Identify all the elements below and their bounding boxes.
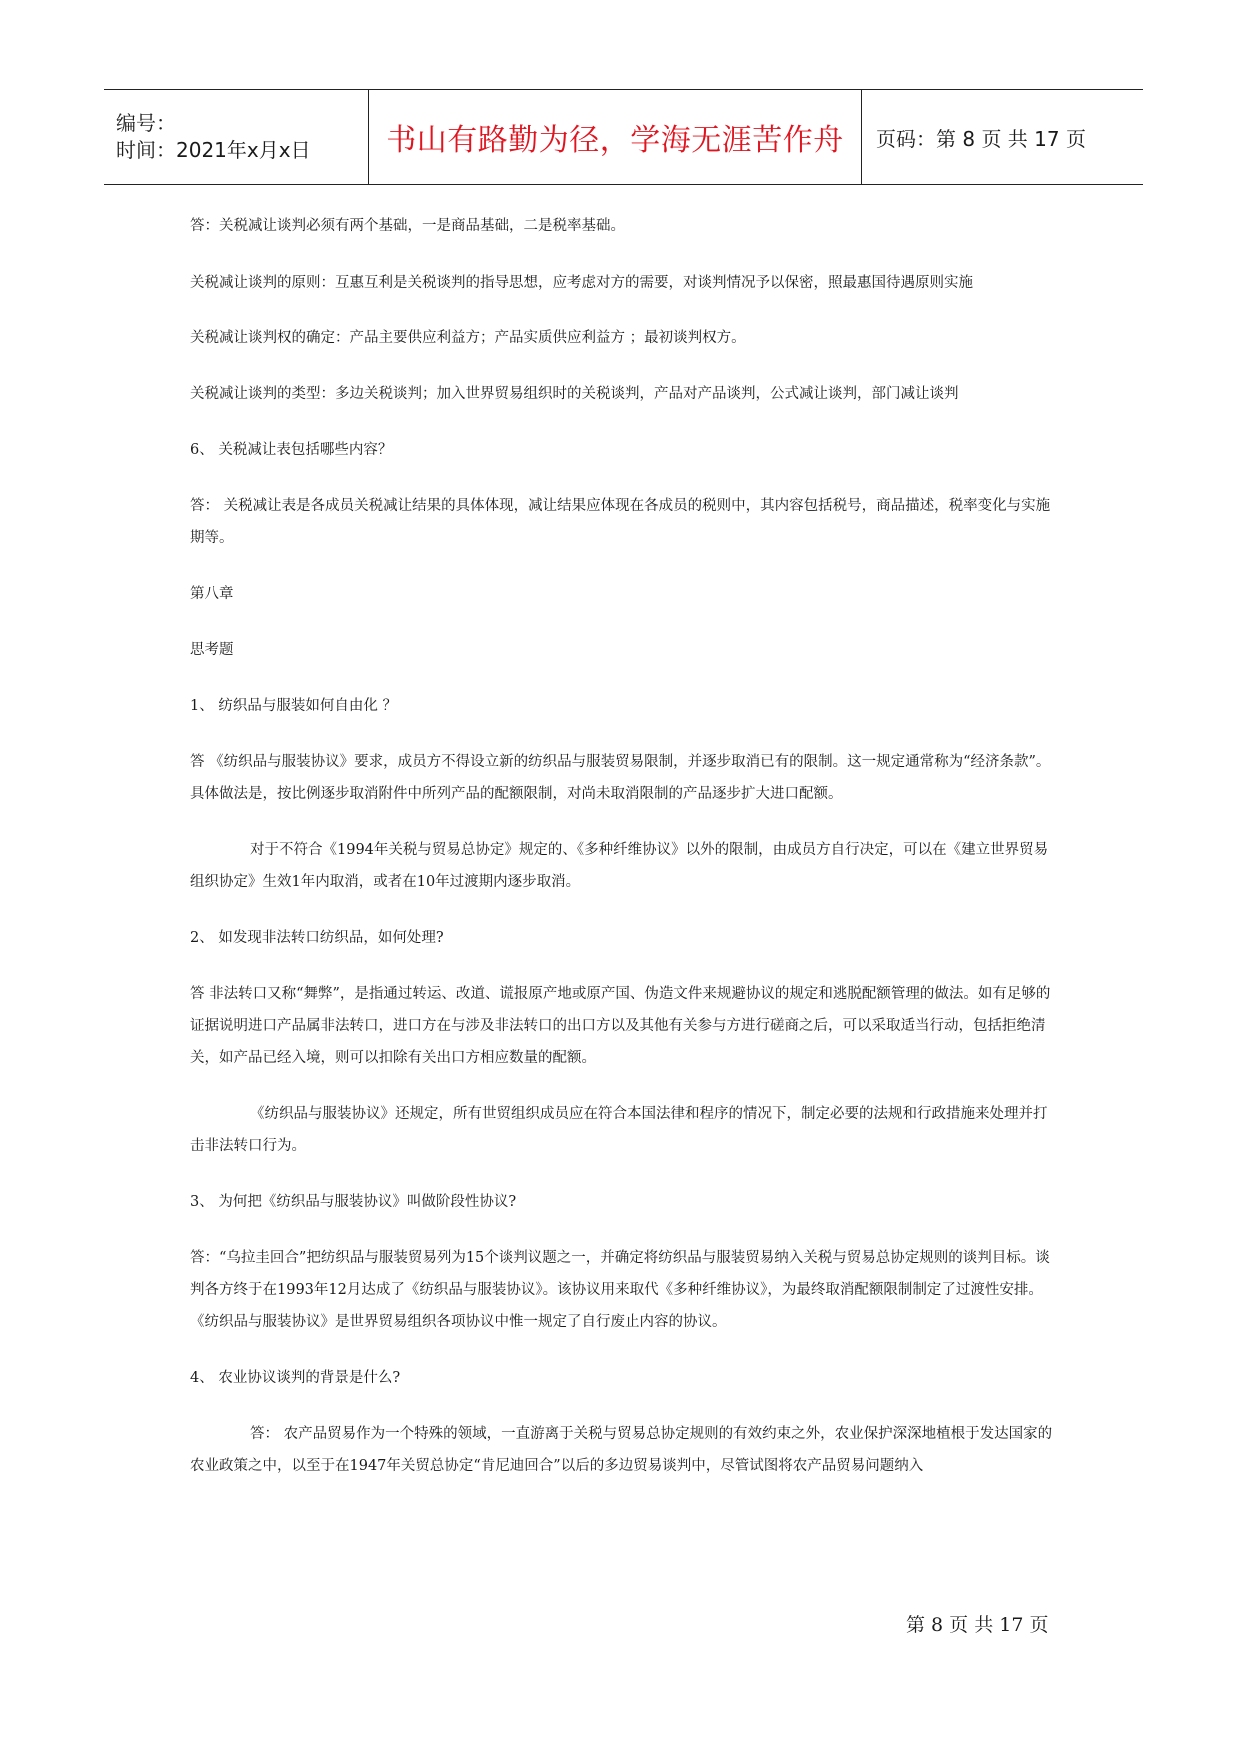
header-left-cell [104,90,369,184]
paragraph: 答：关税减让谈判必须有两个基础，一是商品基础，二是税率基础。 [190,218,625,234]
header-motto-cell [369,90,862,184]
paragraph: 关税减让谈判的原则：互惠互利是关税谈判的指导思想，应考虑对方的需要，对谈判情况予以保密，照最惠国待遇原则实施 [190,275,973,291]
paragraph: 答：“乌拉圭回合”把纺织品与服装贸易列为15个谈判议题之一，并确定将纺织品与服装贸易纳入关税与贸易总协定规则的谈判目标。谈判各方终于在1993年12月达成了《纺织品与服装协议》。该协议用来取代《多种纤维协议》，为最终取消配额限制制定了过渡性安排。《纺织品与服装协议》是世界贸易组织各项协议中惟一规定了自行废止内容的协议。 [190,1250,1050,1330]
question-heading: 3、 为何把《纺织品与服装协议》叫做阶段性协议? [190,1194,517,1210]
question-heading: 2、 如发现非法转口纺织品，如何处理? [190,930,444,946]
page-footer: 第 8 页 共 17 页 [906,1614,1049,1636]
page-content [190,210,1060,1482]
paragraph: 答： 关税减让表是各成员关税减让结果的具体体现，减让结果应体现在各成员的税则中，其内容包括税号，商品描述，税率变化与实施期等。 [190,498,1051,546]
paragraph: 关税减让谈判权的确定：产品主要供应利益方；产品实质供应利益方 ；最初谈判权方。 [190,330,746,346]
paragraph: 答 《纺织品与服装协议》要求，成员方不得设立新的纺织品与服装贸易限制，并逐步取消已有的限制。这一规定通常称为“经济条款”。具体做法是，按比例逐步取消附件中所列产品的配额限制，对尚未取消限制的产品逐步扩大进口配额。 [190,754,1051,802]
question-heading: 4、 农业协议谈判的背景是什么? [190,1370,401,1386]
document-time-label: 时间：2021年x月x日 [116,138,311,162]
paragraph: 答 非法转口又称“舞弊”，是指通过转运、改道、谎报原产地或原产国、伪造文件来规避协议的规定和逃脱配额管理的做法。如有足够的证据说明进口产品属非法转口，进口方在与涉及非法转口的出口方以及其他有关参与方进行磋商之后，可以采取适当行动，包括拒绝清关，如产品已经入境，则可以扣除有关出口方相应数量的配额。 [190,986,1051,1066]
question-heading: 1、 纺织品与服装如何自由化 ？ [190,698,397,714]
chapter-heading: 第八章 [190,586,234,602]
paragraph: 《纺织品与服装协议》还规定，所有世贸组织成员应在符合本国法律和程序的情况下，制定必要的法规和行政措施来处理并打击非法转口行为。 [190,1106,1048,1154]
header-right-cell [862,90,1143,184]
question-heading: 6、 关税减让表包括哪些内容？ [190,442,393,458]
paragraph: 答： 农产品贸易作为一个特殊的领域，一直游离于关税与贸易总协定规则的有效约束之外，农业保护深深地植根于发达国家的农业政策之中，以至于在1947年关贸总协定“肯尼迪回合”以后的多边贸易谈判中，尽管试图将农产品贸易问题纳入 [190,1426,1053,1474]
page-header [104,89,1143,185]
paragraph: 对于不符合《1994年关税与贸易总协定》规定的、《多种纤维协议》以外的限制，由成员方自行决定，可以在《建立世界贸易组织协定》生效1年内取消，或者在10年过渡期内逐步取消。 [190,842,1049,890]
header-motto: 书山有路勤为径，学海无涯苦作舟 [386,123,844,158]
document-number-label: 编号： [116,111,176,135]
header-page-code: 页码：第 8 页 共 17 页 [876,126,1086,151]
section-heading: 思考题 [190,642,234,658]
paragraph: 关税减让谈判的类型：多边关税谈判；加入世界贸易组织时的关税谈判，产品对产品谈判，公式减让谈判，部门减让谈判 [190,386,959,402]
